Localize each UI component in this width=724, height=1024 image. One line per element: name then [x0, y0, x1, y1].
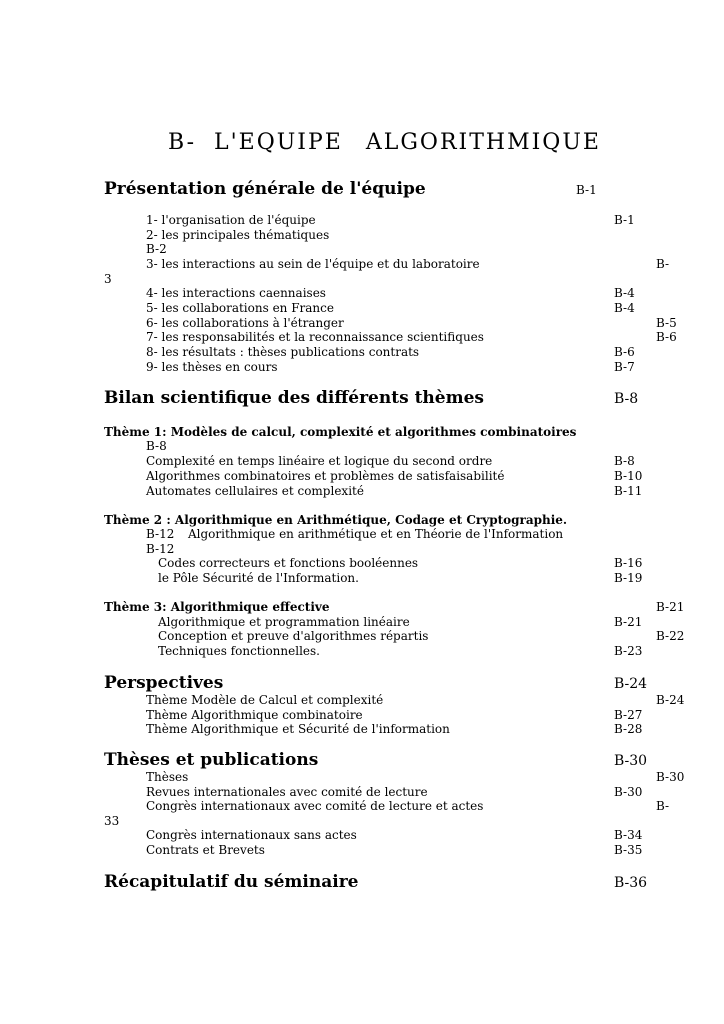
toc-item-page-continued: 3 [104, 272, 112, 286]
title-prefix: B- [168, 130, 197, 155]
section-page-perspectives: B-24 [614, 676, 648, 692]
section-heading-bilan: Bilan scientifique des différents thèmes [104, 388, 484, 408]
section-heading-presentation: Présentation générale de l'équipe [104, 179, 426, 199]
toc-item-label: Conception et preuve d'algorithmes répartis [158, 629, 429, 643]
toc-item-page: B-6 [656, 330, 677, 344]
toc-item-page: B-30 [656, 770, 685, 784]
toc-item-label: 6- les collaborations à l'étranger [146, 316, 344, 330]
toc-item-label: Codes correcteurs et fonctions booléennes [158, 556, 419, 570]
theme-3-heading: Thème 3: Algorithmique effective [104, 600, 330, 614]
toc-item-label: Algorithmique en arithmétique et en Théorie de l'Information [188, 527, 564, 541]
toc-item-label: Congrès internationaux avec comité de lecture et actes [146, 799, 484, 813]
toc-item-page: B-23 [614, 644, 643, 658]
toc-item-page: B-6 [614, 345, 635, 359]
theme-3-page: B-21 [656, 600, 685, 614]
toc-item-label: 8- les résultats : thèses publications contrats [146, 345, 420, 359]
toc-item-label: Thème Algorithmique combinatoire [146, 708, 363, 722]
toc-item-label: Algorithmes combinatoires et problèmes de satisfaisabilité [146, 469, 505, 483]
toc-item-page: B-11 [614, 484, 643, 498]
toc-item-page: B-27 [614, 708, 643, 722]
toc-item-label: 2- les principales thématiques [146, 228, 330, 242]
section-page-bilan: B-8 [614, 391, 639, 407]
toc-item-label: 7- les responsabilités et la reconnaissance scientifiques [146, 330, 484, 344]
toc-item-label: 9- les thèses en cours [146, 360, 278, 374]
toc-item-label: 4- les interactions caennaises [146, 286, 326, 300]
section-heading-perspectives: Perspectives [104, 673, 224, 693]
theme-1-page: B-8 [146, 439, 167, 453]
toc-item-page: B-8 [614, 454, 635, 468]
theme-2-first-page: B-12 [146, 527, 175, 541]
toc-item-label: Contrats et Brevets [146, 843, 265, 857]
toc-item-label: le Pôle Sécurité de l'Information. [158, 571, 359, 585]
section-heading-recap: Récapitulatif du séminaire [104, 872, 359, 892]
section-page-presentation: B-1 [576, 183, 597, 197]
toc-item-page: B-21 [614, 615, 643, 629]
toc-item-page: B-2 [146, 242, 167, 256]
toc-item-page: B-28 [614, 722, 643, 736]
document-title [168, 132, 601, 154]
toc-item-label: Thèses [146, 770, 189, 784]
section-heading-theses: Thèses et publications [104, 750, 319, 770]
toc-item-label: Thème Modèle de Calcul et complexité [146, 693, 384, 707]
toc-item-page: B-35 [614, 843, 643, 857]
toc-item-page: B-7 [614, 360, 635, 374]
toc-item-page: B-19 [614, 571, 643, 585]
theme-2-second-page: B-12 [146, 542, 175, 556]
toc-item-label: Algorithmique et programmation linéaire [158, 615, 410, 629]
toc-item-page: B-10 [614, 469, 643, 483]
toc-item-page: B- [656, 799, 670, 813]
toc-item-page: B-1 [614, 213, 635, 227]
toc-item-label: Techniques fonctionnelles. [158, 644, 320, 658]
toc-item-page: B-4 [614, 286, 635, 300]
toc-item-page: B-24 [656, 693, 685, 707]
toc-item-page: B-22 [656, 629, 685, 643]
toc-item-label: Revues internationales avec comité de lecture [146, 785, 428, 799]
toc-item-label: Congrès internationaux sans actes [146, 828, 357, 842]
theme-1-heading: Thème 1: Modèles de calcul, complexité et algorithmes combinatoires [104, 425, 577, 439]
toc-item-page: B- [656, 257, 670, 271]
toc-item-label: Automates cellulaires et complexité [146, 484, 364, 498]
toc-item-label: 1- l'organisation de l'équipe [146, 213, 316, 227]
toc-item-label: Thème Algorithmique et Sécurité de l'information [146, 722, 450, 736]
toc-item-page: B-5 [656, 316, 677, 330]
toc-item-page: B-16 [614, 556, 643, 570]
toc-item-page-continued: 33 [104, 814, 120, 828]
theme-2-heading: Thème 2 : Algorithmique en Arithmétique, Codage et Cryptographie. [104, 513, 568, 527]
section-page-recap: B-36 [614, 875, 648, 891]
section-page-theses: B-30 [614, 753, 648, 769]
title-main: L'EQUIPE ALGORITHMIQUE [214, 130, 601, 155]
toc-item-label: 3- les interactions au sein de l'équipe et du laboratoire [146, 257, 480, 271]
toc-item-page: B-30 [614, 785, 643, 799]
toc-item-label: 5- les collaborations en France [146, 301, 334, 315]
toc-item-label: Complexité en temps linéaire et logique du second ordre [146, 454, 493, 468]
toc-item-page: B-34 [614, 828, 643, 842]
toc-item-page: B-4 [614, 301, 635, 315]
